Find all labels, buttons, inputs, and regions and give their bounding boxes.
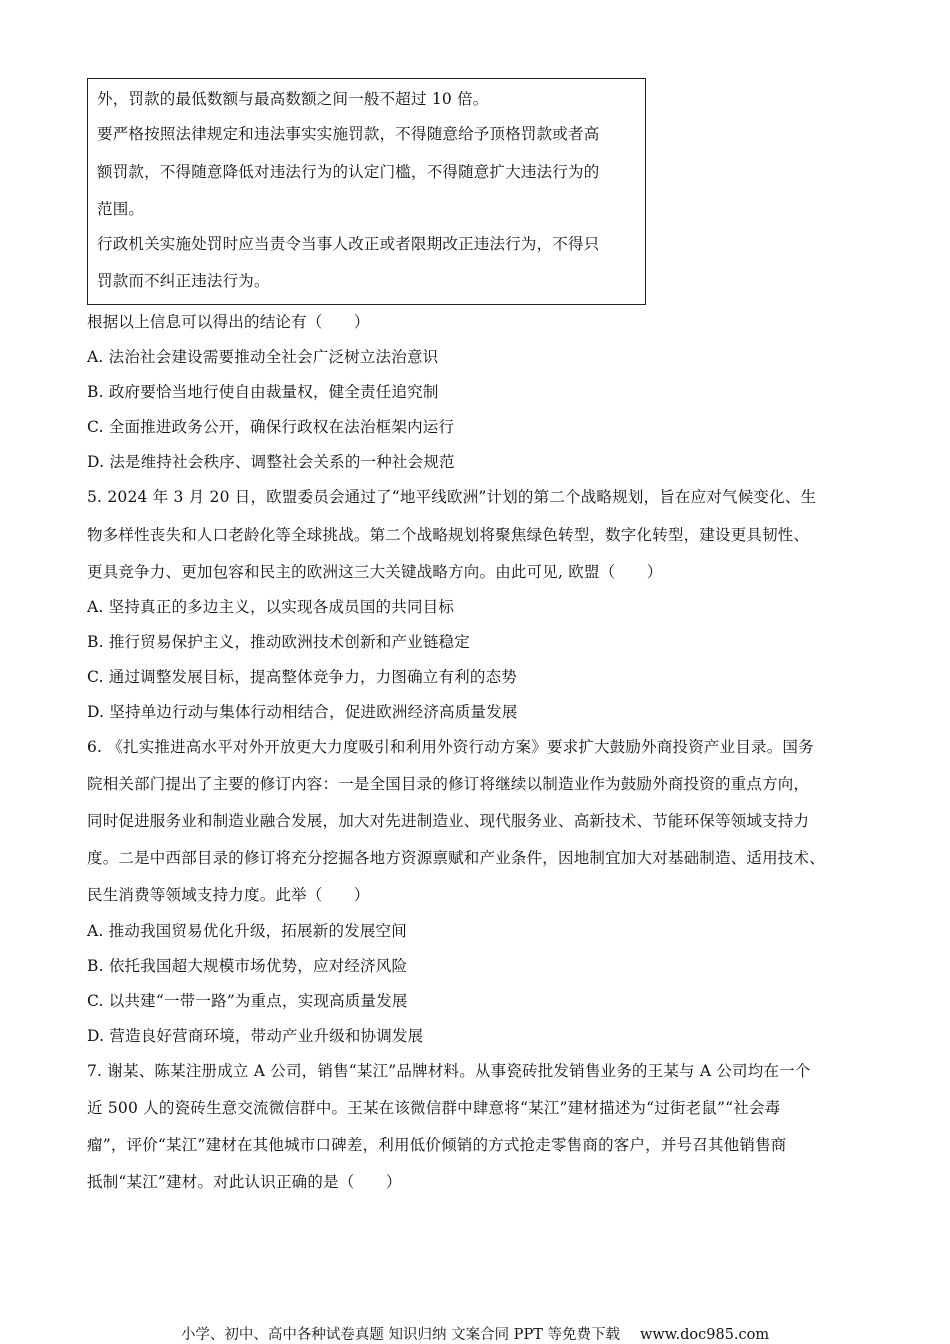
box-line: 范围。 xyxy=(97,200,145,218)
question-6-stem: 6. 《扎实推进高水平对外开放更大力度吸引和利用外资行动方案》要求扩大鼓励外商投资产业目录。国务 xyxy=(87,738,814,756)
box-line: 额罚款，不得随意降低对违法行为的认定门槛，不得随意扩大违法行为的 xyxy=(97,163,600,181)
question-7-stem: 瘤”，评价“某江”建材在其他城市口碑差，利用低价倾销的方式抢走零售商的客户，并号召其他销售商 xyxy=(87,1136,787,1154)
question-6-stem: 同时促进服务业和制造业融合发展，加大对先进制造业、现代服务业、高新技术、节能环保等领域支持力 xyxy=(87,812,810,830)
page-footer xyxy=(0,1323,950,1344)
box-line: 罚款而不纠正违法行为。 xyxy=(97,272,270,290)
question-4-option-d: D. 法是维持社会秩序、调整社会关系的一种社会规范 xyxy=(87,453,455,471)
question-7-stem: 7. 谢某、陈某注册成立 A 公司，销售“某江”品牌材料。从事瓷砖批发销售业务的王某与 A 公司均在一个 xyxy=(87,1062,811,1080)
question-7-stem: 抵制“某江”建材。对此认识正确的是（ ） xyxy=(87,1173,402,1191)
box-line: 外，罚款的最低数额与最高数额之间一般不超过 10 倍。 xyxy=(97,90,489,108)
question-6-option-b: B. 依托我国超大规模市场优势，应对经济风险 xyxy=(87,957,408,975)
question-4-stem: 根据以上信息可以得出的结论有（ ） xyxy=(87,313,370,331)
question-6-stem: 民生消费等领域支持力度。此举（ ） xyxy=(87,886,370,904)
footer-text: 小学、初中、高中各种试卷真题 知识归纳 文案合同 PPT 等免费下载 xyxy=(180,1327,620,1343)
footer-link[interactable]: www.doc985.com xyxy=(639,1327,770,1343)
question-6-stem: 度。二是中西部目录的修订将充分挖掘各地方资源禀赋和产业条件，因地制宜加大对基础制造、适用技术、 xyxy=(87,849,825,867)
question-5-option-b: B. 推行贸易保护主义，推动欧洲技术创新和产业链稳定 xyxy=(87,633,470,651)
question-5-stem: 5. 2024 年 3 月 20 日，欧盟委员会通过了“地平线欧洲”计划的第二个战略规划，旨在应对气候变化、生 xyxy=(87,488,817,506)
question-5-option-a: A. 坚持真正的多边主义，以实现各成员国的共同目标 xyxy=(87,598,455,616)
box-line: 要严格按照法律规定和违法事实实施罚款，不得随意给予顶格罚款或者高 xyxy=(97,125,600,143)
box-line: 行政机关实施处罚时应当责令当事人改正或者限期改正违法行为，不得只 xyxy=(97,235,600,253)
question-4-option-c: C. 全面推进政务公开，确保行政权在法治框架内运行 xyxy=(87,418,455,436)
question-6-option-d: D. 营造良好营商环境，带动产业升级和协调发展 xyxy=(87,1027,424,1045)
question-7-stem: 近 500 人的瓷砖生意交流微信群中。王某在该微信群中肆意将“某江”建材描述为“过街老鼠”“社会毒 xyxy=(87,1099,781,1117)
question-4-option-b: B. 政府要恰当地行使自由裁量权，健全责任追究制 xyxy=(87,383,439,401)
question-4-option-a: A. 法治社会建设需要推动全社会广泛树立法治意识 xyxy=(87,348,439,366)
question-5-stem: 物多样性丧失和人口老龄化等全球挑战。第二个战略规划将聚焦绿色转型，数字化转型，建设更具韧性、 xyxy=(87,526,810,544)
question-6-option-a: A. 推动我国贸易优化升级，拓展新的发展空间 xyxy=(87,922,407,940)
question-5-option-d: D. 坚持单边行动与集体行动相结合，促进欧洲经济高质量发展 xyxy=(87,703,518,721)
question-6-stem: 院相关部门提出了主要的修订内容：一是全国目录的修订将继续以制造业作为鼓励外商投资的重点方向， xyxy=(87,775,810,793)
question-6-option-c: C. 以共建“一带一路”为重点，实现高质量发展 xyxy=(87,992,408,1010)
question-5-stem: 更具竞争力、更加包容和民主的欧洲这三大关键战略方向。由此可见, 欧盟（ ） xyxy=(87,563,663,581)
question-5-option-c: C. 通过调整发展目标，提高整体竞争力，力图确立有利的态势 xyxy=(87,668,517,686)
